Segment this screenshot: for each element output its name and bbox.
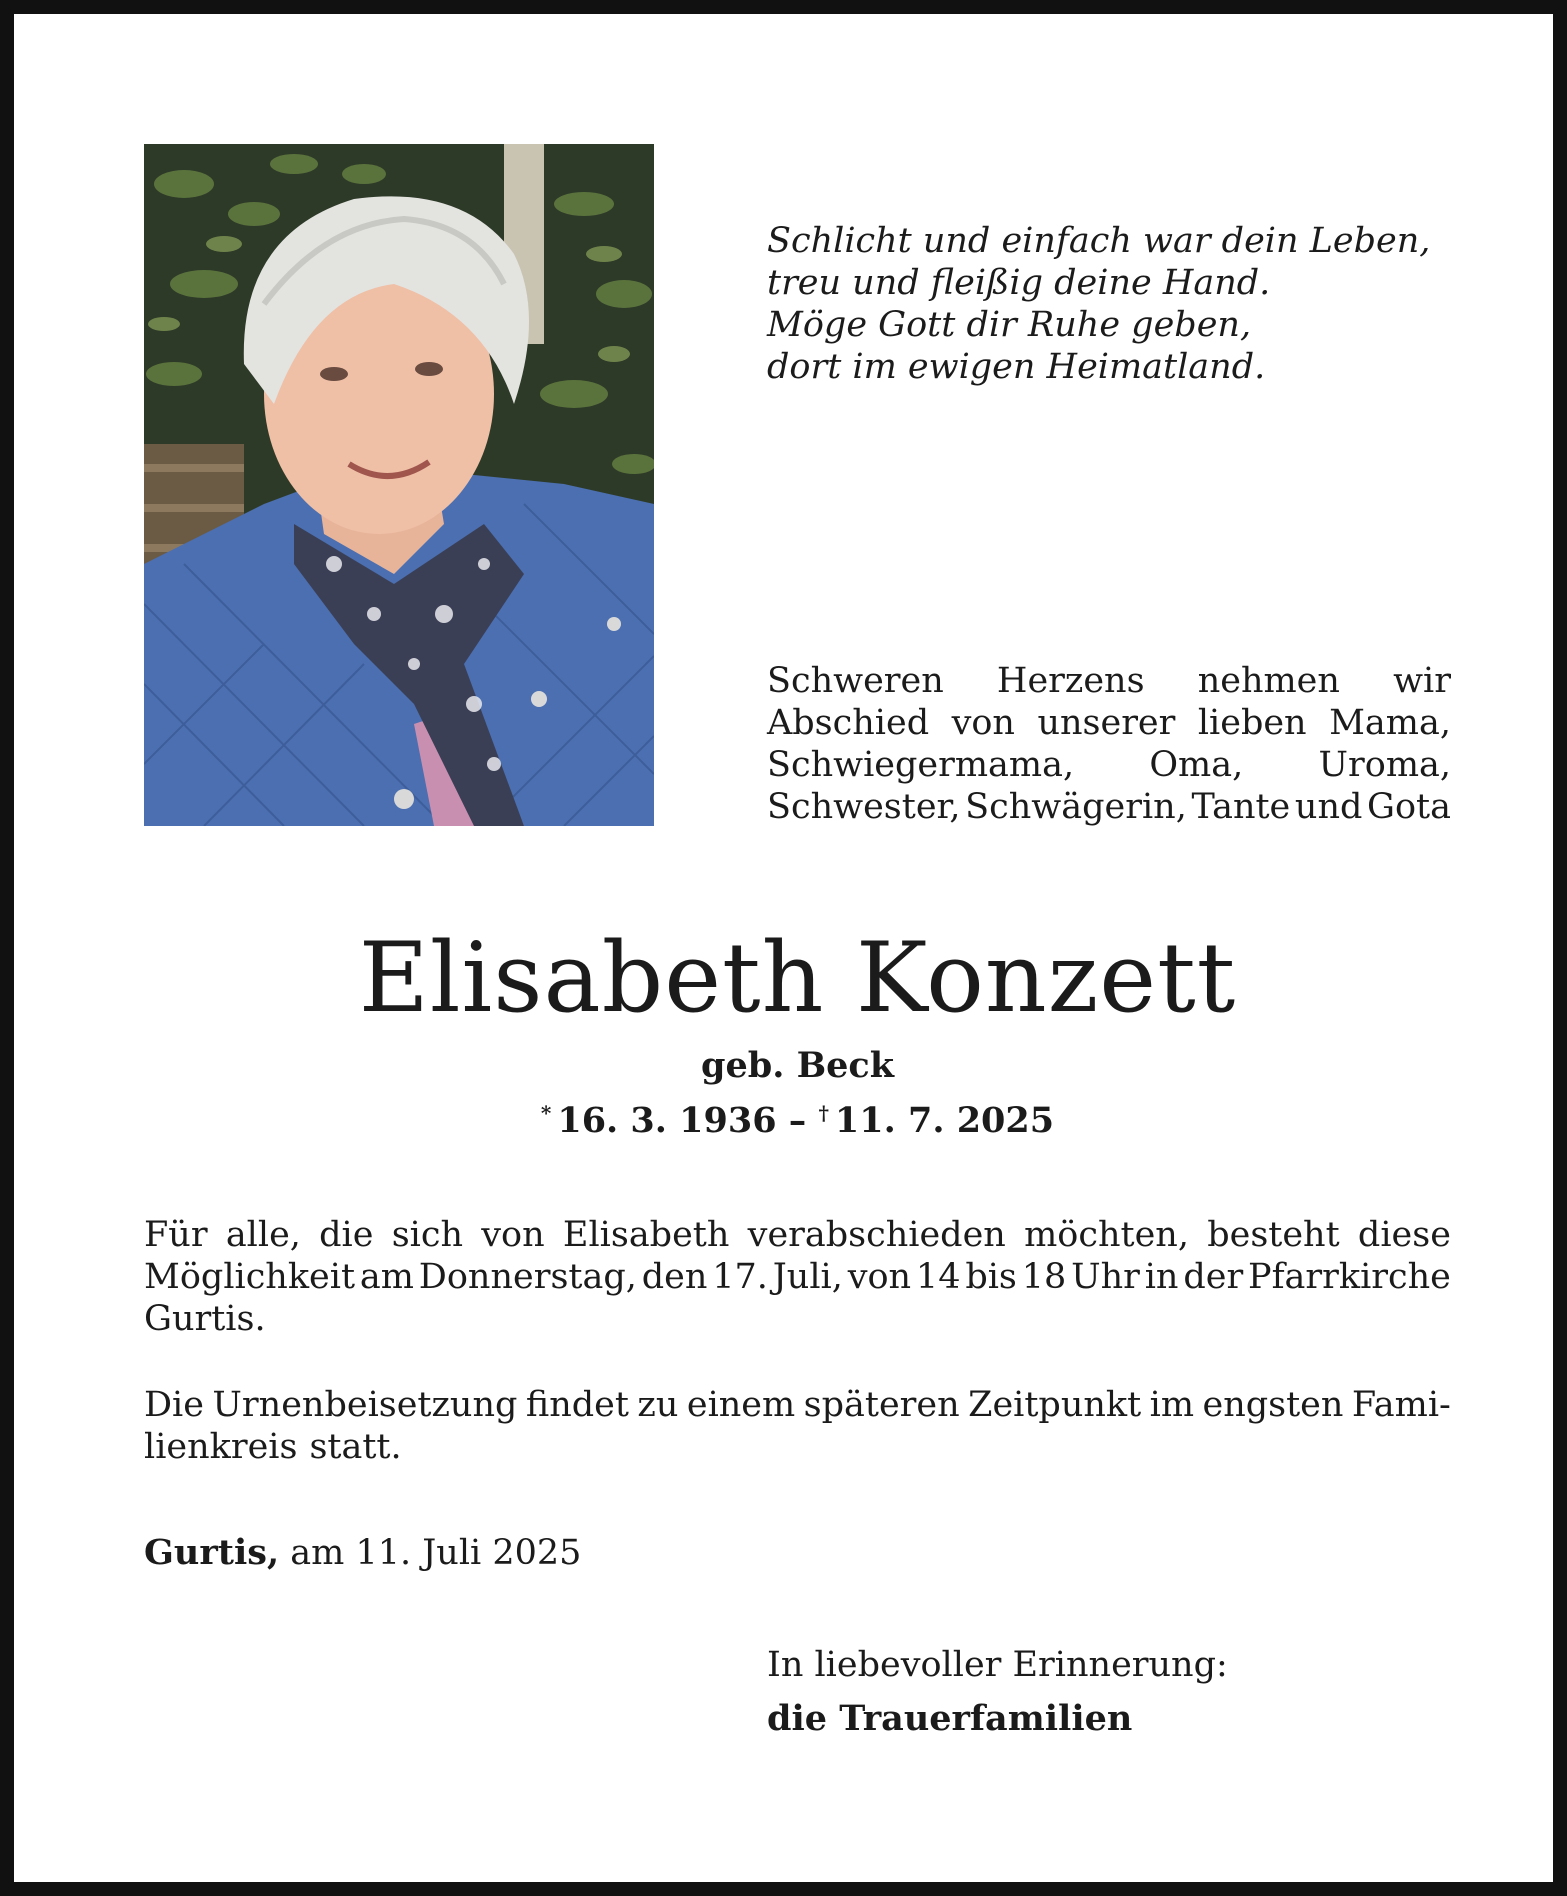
viewing-paragraph: [144, 1214, 1451, 1340]
paragraph-line: [144, 1214, 1451, 1256]
deceased-name: Elisabeth Konzett: [358, 922, 1237, 1034]
birth-date: 16. 3. 1936: [557, 1100, 777, 1141]
word: sich: [391, 1215, 464, 1255]
word: findet: [525, 1385, 629, 1425]
word: Donnerstag,: [418, 1257, 637, 1297]
word: die: [319, 1215, 374, 1255]
word: Gota: [1367, 787, 1451, 827]
word: der: [1183, 1257, 1244, 1297]
closing-signature: [767, 1638, 1228, 1746]
verse-line: Schlicht und einfach war dein Leben,: [767, 221, 1431, 261]
word: den: [641, 1257, 708, 1297]
word: Für: [144, 1215, 208, 1255]
verse-line: dort im ewigen Heimatland.: [767, 347, 1266, 387]
date-separator: –: [788, 1100, 807, 1141]
word: nehmen: [1197, 661, 1340, 701]
word: diese: [1357, 1215, 1451, 1255]
farewell-line: [767, 744, 1451, 786]
maiden-name: geb. Beck: [701, 1045, 894, 1086]
word: in: [1144, 1257, 1179, 1297]
word: wir: [1393, 661, 1451, 701]
paragraph-line: [144, 1426, 1451, 1468]
word: bis: [965, 1257, 1017, 1297]
word: Elisabeth: [562, 1215, 730, 1255]
word: lienkreis: [144, 1427, 298, 1467]
paragraph-line: [144, 1256, 1451, 1298]
word: von: [481, 1215, 545, 1255]
closing-line: In liebevoller Erinnerung:: [767, 1645, 1228, 1685]
farewell-text: [767, 660, 1451, 828]
farewell-line: [767, 660, 1451, 702]
word: Mama,: [1329, 703, 1451, 743]
word: von: [847, 1257, 912, 1297]
word: Zeitpunkt: [968, 1385, 1142, 1425]
word: Tante: [1191, 787, 1291, 827]
word: Gurtis.: [144, 1299, 266, 1339]
portrait-photo: [144, 144, 654, 826]
word: im: [1149, 1385, 1195, 1425]
word: Uhr: [1071, 1257, 1140, 1297]
word: Abschied: [767, 703, 930, 743]
death-date: 11. 7. 2025: [834, 1100, 1055, 1141]
life-dates: [14, 1090, 1567, 1144]
word: Schwiegermama,: [767, 745, 1075, 785]
word: besteht: [1207, 1215, 1340, 1255]
word: Urnenbeisetzung: [212, 1385, 518, 1425]
word: 14: [915, 1257, 961, 1297]
place-and-date: [144, 1532, 581, 1574]
burial-paragraph: [144, 1384, 1451, 1468]
word: verabschieden: [747, 1215, 1006, 1255]
farewell-line: [767, 786, 1451, 828]
word: einem: [686, 1385, 796, 1425]
word: engsten: [1202, 1385, 1344, 1425]
word: Möglichkeit: [144, 1257, 356, 1297]
word: Schweren: [767, 661, 944, 701]
word: alle,: [225, 1215, 301, 1255]
word: Pfarrkirche: [1248, 1257, 1451, 1297]
word: von: [951, 703, 1015, 743]
word: statt.: [309, 1427, 402, 1467]
farewell-line: [767, 702, 1451, 744]
date: am 11. Juli 2025: [290, 1533, 582, 1573]
place: Gurtis,: [144, 1532, 280, 1573]
verse-line: treu und fleißig deine Hand.: [767, 263, 1271, 303]
word: 17.: [712, 1257, 768, 1297]
birth-star-icon: *: [540, 1101, 552, 1125]
word: Oma,: [1149, 745, 1244, 785]
verse-line: Möge Gott dir Ruhe geben,: [767, 305, 1252, 345]
word: späteren: [803, 1385, 960, 1425]
word: am: [359, 1257, 414, 1297]
word: 18: [1021, 1257, 1067, 1297]
paragraph-line: [144, 1384, 1451, 1426]
paragraph-line: [144, 1298, 1451, 1340]
verse-poem: [767, 220, 1467, 388]
word: zu: [637, 1385, 679, 1425]
death-cross-icon: †: [818, 1101, 829, 1125]
word: lieben: [1197, 703, 1307, 743]
word: Juli,: [772, 1257, 843, 1297]
signers: die Trauerfamilien: [767, 1698, 1133, 1739]
word: Uroma,: [1318, 745, 1451, 785]
word: Herzens: [996, 661, 1145, 701]
word: Schwägerin,: [965, 787, 1187, 827]
word: Fami-: [1351, 1385, 1451, 1425]
word: Die: [144, 1385, 204, 1425]
word: und: [1294, 787, 1363, 827]
word: unserer: [1037, 703, 1176, 743]
word: möchten,: [1024, 1215, 1189, 1255]
word: Schwester,: [767, 787, 961, 827]
